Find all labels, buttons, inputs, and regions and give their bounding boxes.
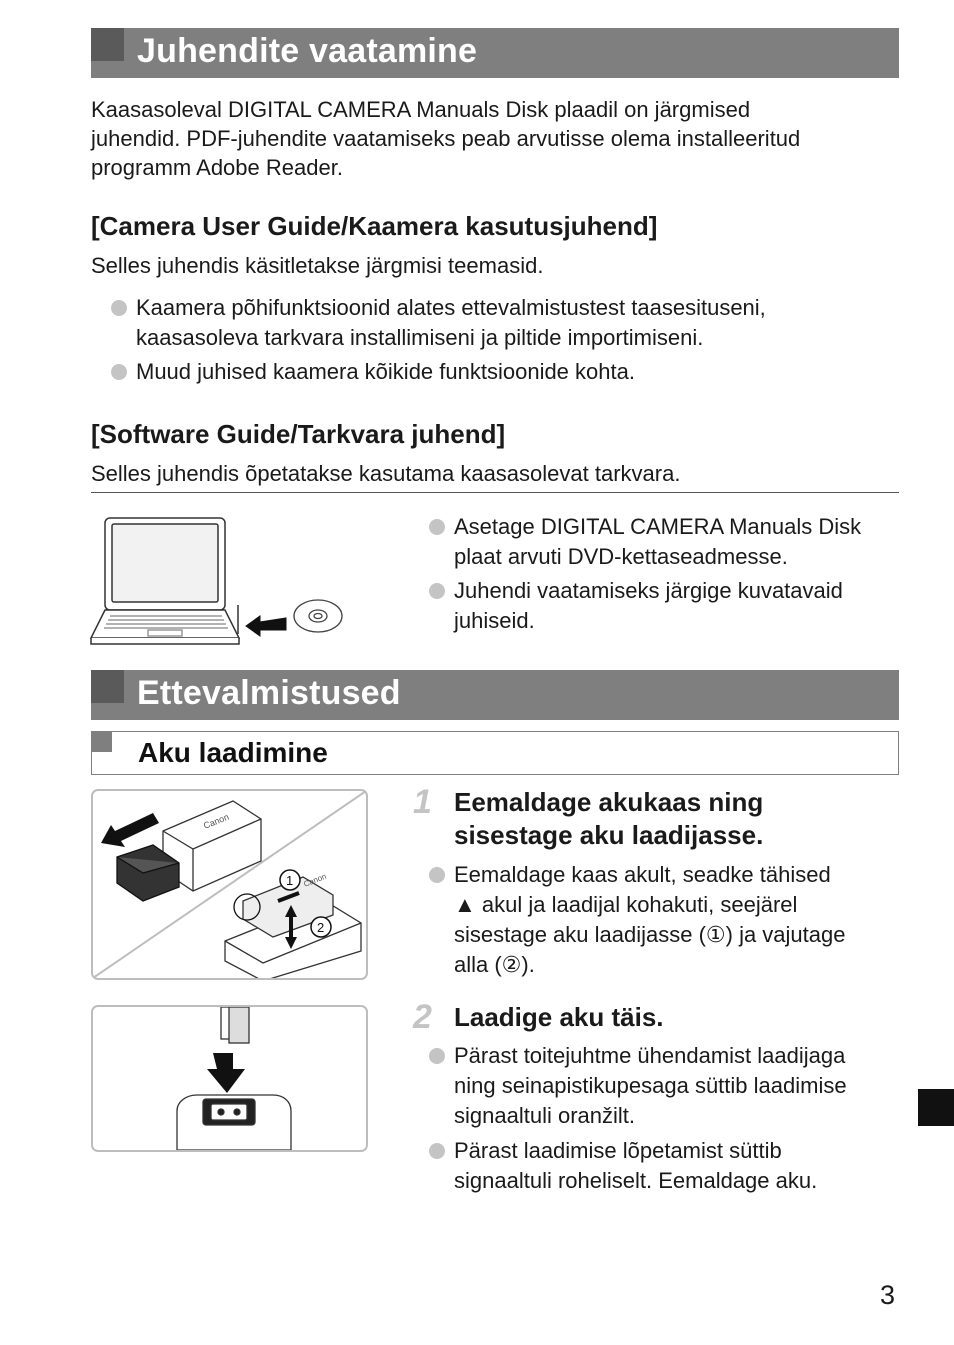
bullet-line: Muud juhised kaamera kõikide funktsioonide kohta.: [136, 359, 635, 384]
bullet-line: signaaltuli oranžilt.: [454, 1103, 635, 1128]
bullet-line: juhiseid.: [454, 608, 535, 633]
camera-guide-lead: Selles juhendis käsitletakse järgmisi teemasid.: [91, 253, 544, 278]
bullet-line: sisestage aku laadijasse (①) ja vajutage: [454, 922, 846, 947]
software-guide-lead: Selles juhendis õpetatakse kasutama kaasasolevat tarkvara.: [91, 461, 681, 486]
page-number: 3: [880, 1280, 896, 1310]
list-item: [454, 860, 846, 980]
left-arrow-icon: [246, 616, 286, 636]
subsection-title: Aku laadimine: [138, 737, 328, 768]
intro-line: Kaasasoleval DIGITAL CAMERA Manuals Disk plaadil on järgmised: [91, 97, 751, 122]
bullet-line: signaaltuli roheliselt. Eemaldage aku.: [454, 1168, 818, 1193]
bullet-line: Juhendi vaatamiseks järgige kuvatavaid: [454, 578, 843, 603]
step-number: 1: [413, 783, 432, 821]
bullet-line: plaat arvuti DVD-kettaseadmesse.: [454, 544, 788, 569]
intro-paragraph: [91, 95, 899, 182]
list-item: [454, 512, 861, 572]
callout-1: 1: [286, 873, 294, 888]
list-item: [136, 293, 766, 353]
step-title-line: sisestage aku laadijasse.: [454, 820, 764, 850]
callout-2: 2: [317, 920, 325, 935]
step-number: 2: [413, 998, 432, 1036]
section-header-ettevalmistused: [91, 670, 899, 720]
bullet-line: Kaamera põhifunktsioonid alates ettevalmistustest taasesituseni,: [136, 295, 766, 320]
bullet-dot-icon: [429, 1143, 445, 1159]
bullet-dot-icon: [111, 364, 127, 380]
bullet-line: Pärast laadimise lõpetamist süttib: [454, 1138, 782, 1163]
section-title: Ettevalmistused: [137, 674, 401, 712]
list-item: [454, 1041, 847, 1131]
bullet-line: Asetage DIGITAL CAMERA Manuals Disk: [454, 514, 862, 539]
down-arrow-icon: [207, 1053, 245, 1093]
bullet-line: Pärast toitejuhtme ühendamist laadijaga: [454, 1043, 846, 1068]
step-title-line: Laadige aku täis.: [454, 1002, 664, 1032]
bullet-dot-icon: [429, 1048, 445, 1064]
section-header-juhendite: [91, 28, 899, 78]
divider: [91, 492, 899, 493]
step-title: [454, 1001, 664, 1034]
step-title-line: Eemaldage akukaas ning: [454, 787, 764, 817]
laptop-disc-illustration: [88, 512, 348, 650]
list-item: [454, 1136, 817, 1196]
camera-guide-heading: [Camera User Guide/Kaamera kasutusjuhend]: [91, 211, 658, 241]
bullet-line: ▲ akul ja laadijal kohakuti, seejärel: [454, 892, 798, 917]
power-cord-illustration: [91, 1005, 368, 1152]
intro-line: juhendid. PDF-juhendite vaatamiseks peab arvutisse olema installeeritud: [91, 126, 801, 151]
bullet-line: kaasasoleva tarkvara installimiseni ja piltide importimiseni.: [136, 325, 704, 350]
intro-line: programm Adobe Reader.: [91, 155, 343, 180]
bullet-dot-icon: [429, 519, 445, 535]
brand-label: Canon: [202, 811, 231, 831]
bullet-dot-icon: [429, 583, 445, 599]
bullet-dot-icon: [429, 867, 445, 883]
subsection-square-icon: [92, 732, 112, 752]
bullet-dot-icon: [111, 300, 127, 316]
bullet-line: Eemaldage kaas akult, seadke tähised: [454, 862, 831, 887]
chapter-tab-marker: [918, 1089, 954, 1126]
list-item: [136, 357, 635, 387]
brand-label: Canon: [302, 871, 328, 889]
header-square-icon: [91, 28, 124, 61]
bullet-line: alla (②).: [454, 952, 535, 977]
battery-insert-illustration: [91, 789, 368, 980]
step-title: [454, 786, 763, 852]
software-guide-heading: [Software Guide/Tarkvara juhend]: [91, 419, 506, 449]
bullet-line: ning seinapistikupesaga süttib laadimise: [454, 1073, 847, 1098]
list-item: [454, 576, 843, 636]
section-title: Juhendite vaatamine: [137, 32, 478, 70]
disc-icon: [294, 600, 342, 632]
header-square-icon: [91, 670, 124, 703]
subsection-header: [91, 731, 899, 775]
